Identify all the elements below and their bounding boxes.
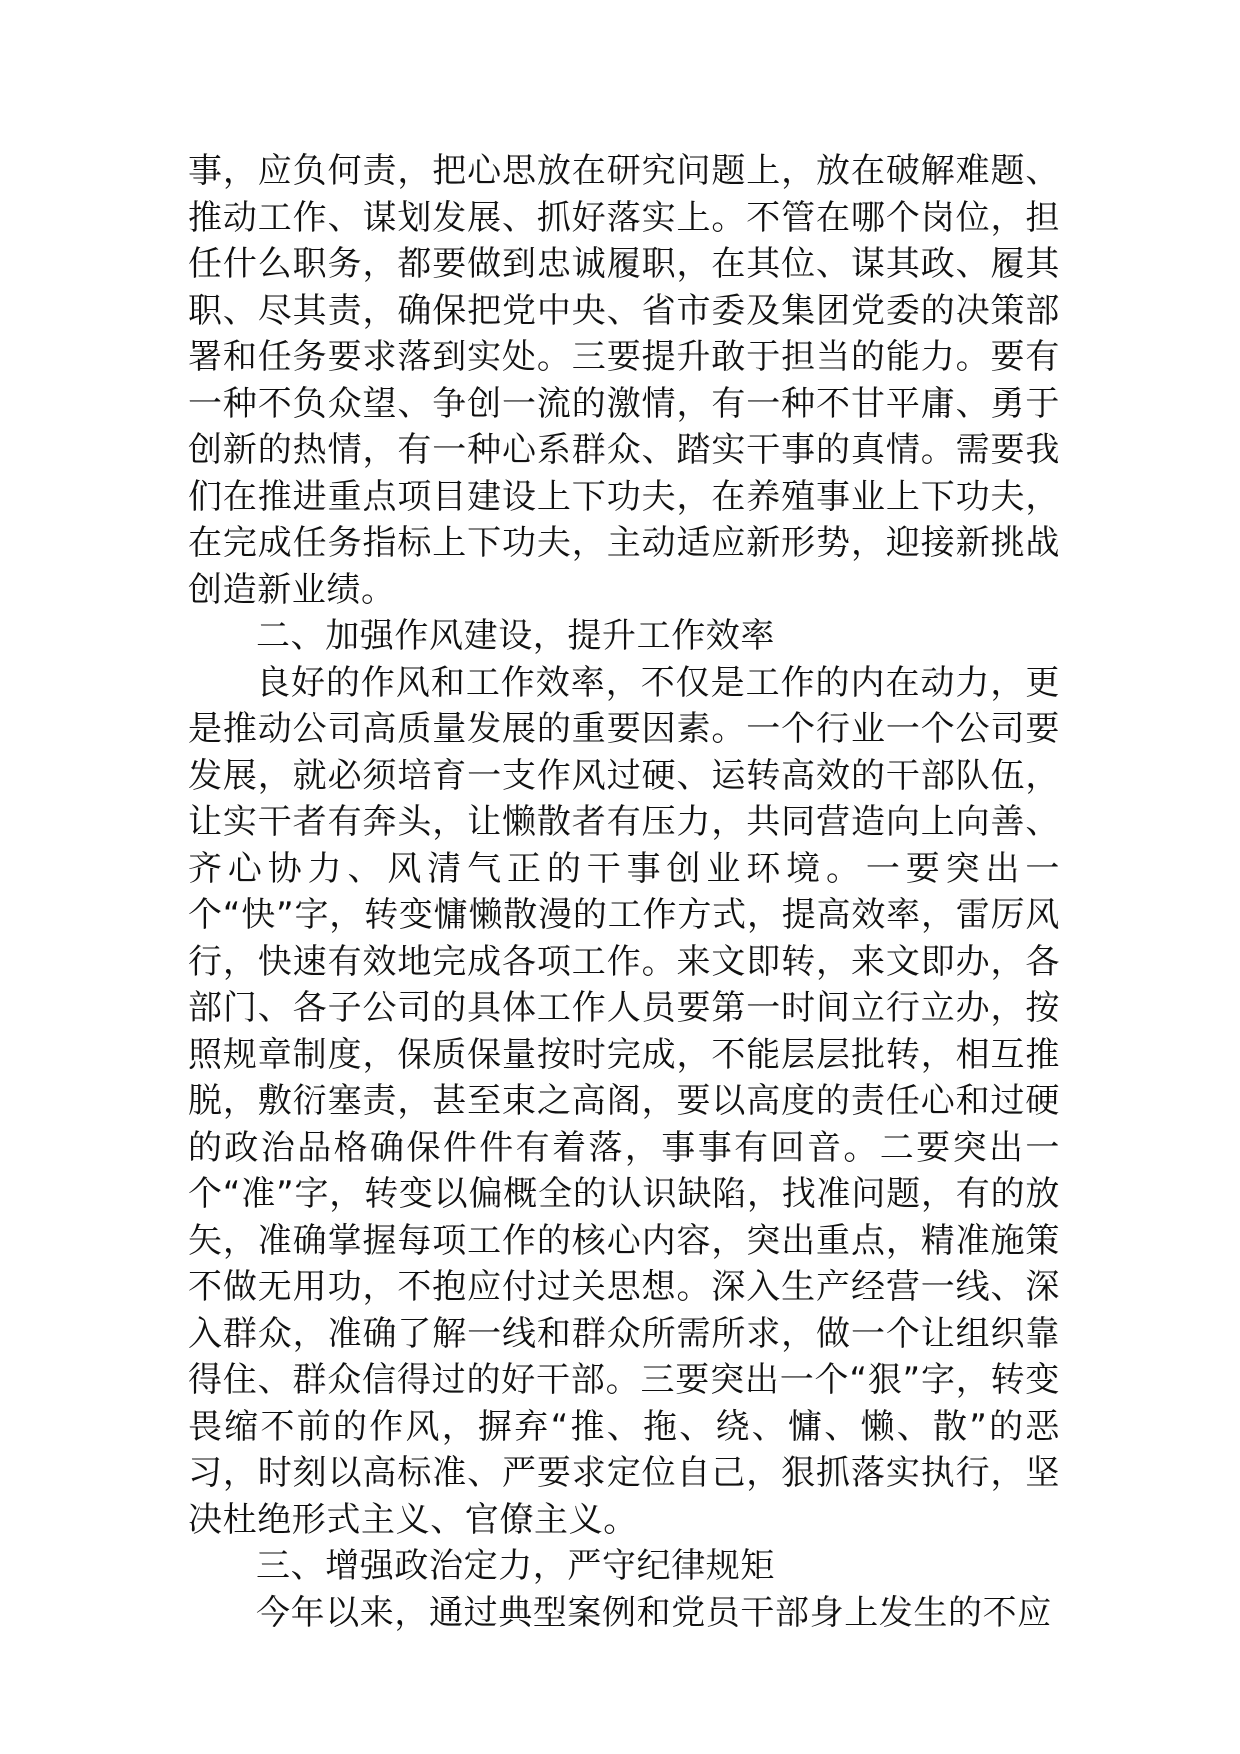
section-heading-3: 三、增强政治定力，严守纪律规矩 bbox=[256, 1546, 775, 1586]
paragraph-discipline: 今年以来，通过典型案例和党员干部身上发生的不应 bbox=[256, 1592, 1052, 1633]
document-page bbox=[188, 148, 1060, 1636]
paragraph-responsibility: 事，应负何责，把心思放在研究问题上，放在破解难题、推动工作、谋划发展、抓好落实上。不管在哪个岗位，担任什么职务，都要做到忠诚履职，在其位、谋其政、履其职、尽其责，确保把党中央、省市委及集团党委的决策部署和任务要求落到实处。三要提升敢于担当的能力。要有一种不负众望、争创一流的激情，有一种不甘平庸、勇于创新的热情，有一种心系群众、踏实干事的真情。需要我们在推进重点项目建设上下功夫，在养殖事业上下功夫，在完成任务指标上下功夫，主动适应新形势，迎接新挑战创造新业绩。 bbox=[188, 151, 1060, 610]
section-heading-2: 二、加强作风建设，提升工作效率 bbox=[256, 616, 775, 656]
paragraph-work-style: 良好的作风和工作效率，不仅是工作的内在动力，更是推动公司高质量发展的重要因素。一个行业一个公司要发展，就必须培育一支作风过硬、运转高效的干部队伍，让实干者有奔头，让懒散者有压力，共同营造向上向善、齐心协力、风清气正的干事创业环境。一要突出一个“快”字，转变慵懒散漫的工作方式，提高效率，雷厉风行，快速有效地完成各项工作。来文即转，来文即办，各部门、各子公司的具体工作人员要第一时间立行立办，按照规章制度，保质保量按时完成，不能层层批转，相互推脱，敷衍塞责，甚至束之高阁，要以高度的责任心和过硬的政治品格确保件件有着落，事事有回音。二要突出一个“准”字，转变以偏概全的认识缺陷，找准问题，有的放矢，准确掌握每项工作的核心内容，突出重点，精准施策不做无用功，不抱应付过关思想。深入生产经营一线、深入群众，准确了解一线和群众所需所求，做一个让组织靠得住、群众信得过的好干部。三要突出一个“狠”字，转变畏缩不前的作风，摒弃“推、拖、绕、慵、懒、散”的恶习，时刻以高标准、严要求定位自己，狠抓落实执行，坚决杜绝形式主义、官僚主义。 bbox=[188, 662, 1060, 1540]
